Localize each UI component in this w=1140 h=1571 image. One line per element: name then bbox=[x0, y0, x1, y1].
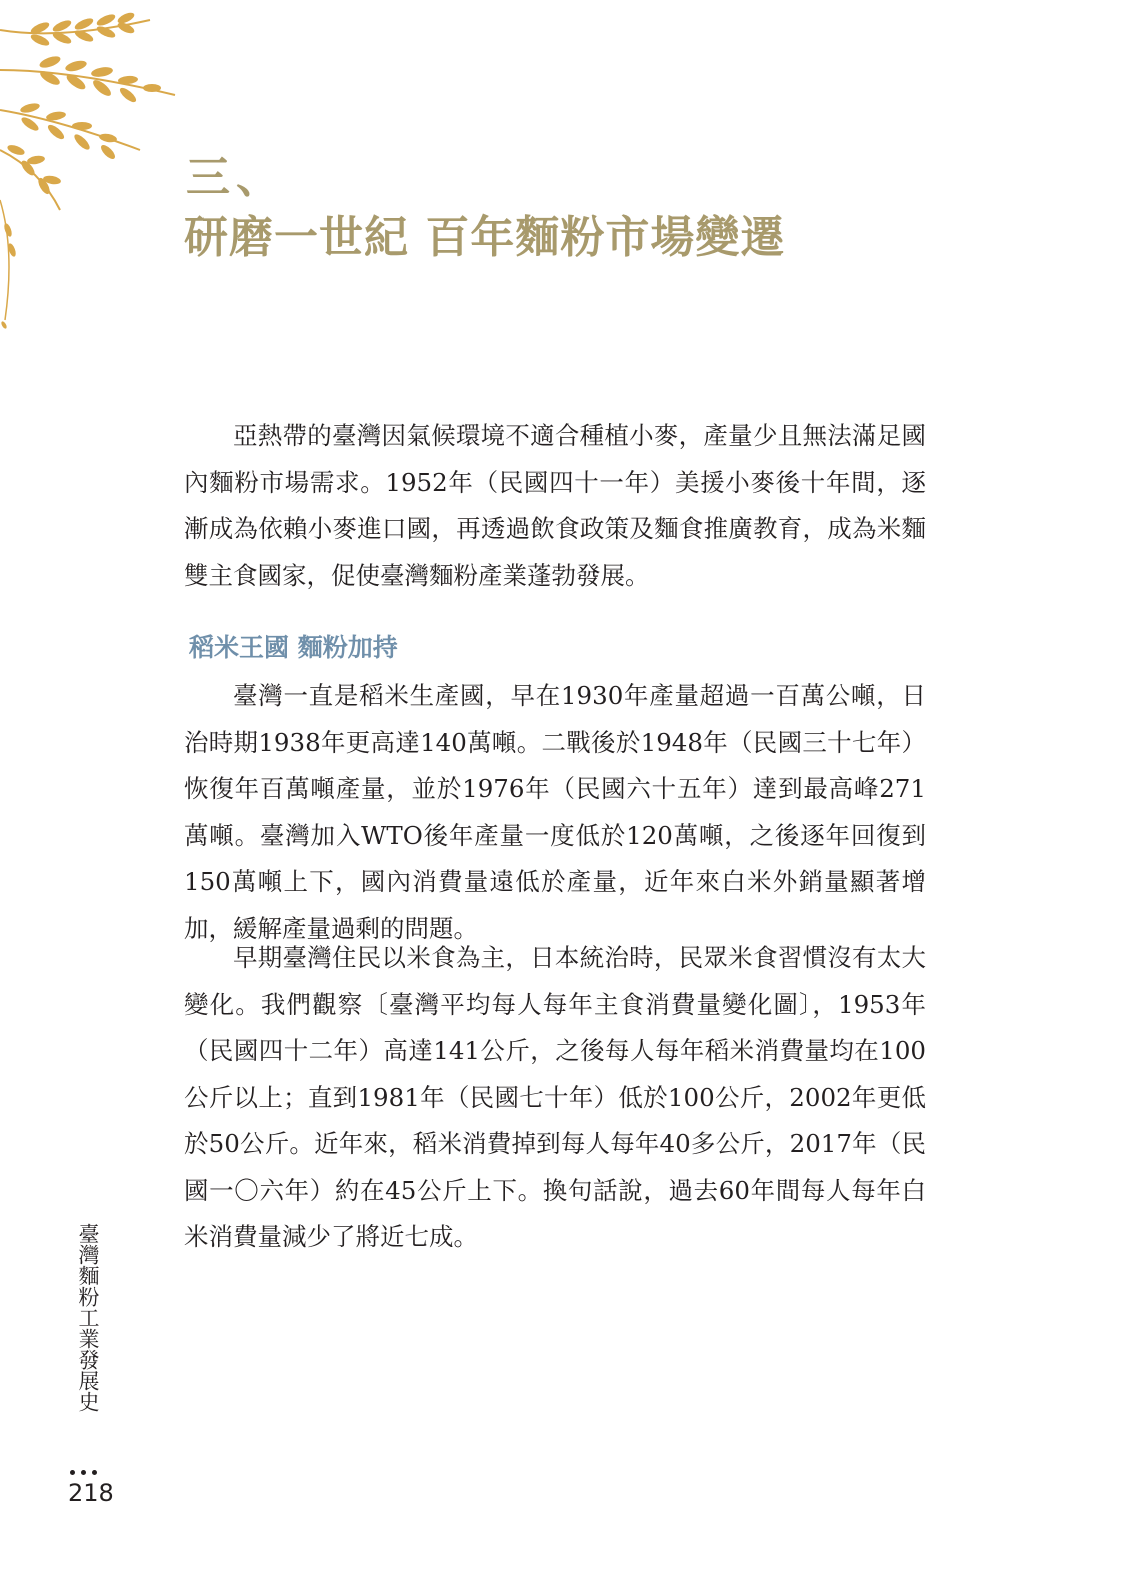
intro-paragraph: 亞熱帶的臺灣因氣候環境不適合種植小麥，產量少且無法滿足國內麵粉市場需求。1952年（民國四十一年）美援小麥後十年間，逐漸成為依賴小麥進口國，再透過飲食政策及麵食推廣教育，成為米麵雙主食國家，促使臺灣麵粉產業蓬勃發展。 bbox=[184, 421, 926, 590]
page-number: 218 bbox=[68, 1479, 114, 1507]
wheat-decoration-icon bbox=[0, 0, 190, 340]
chapter-number: 三、 bbox=[186, 152, 286, 203]
section-heading: 稻米王國 麵粉加持 bbox=[189, 633, 398, 662]
section-paragraph-1: 臺灣一直是稻米生產國，早在1930年產量超過一百萬公噸，日治時期1938年更高達140萬噸。二戰後於1948年（民國三十七年）恢復年百萬噸產量，並於1976年（民國六十五年）達到最高峰271萬噸。臺灣加入WTO後年產量一度低於120萬噸，之後逐年回復到150萬噸上下，國內消費量遠低於產量，近年來白米外銷量顯著增加，緩解產量過剩的問題。 bbox=[184, 681, 926, 943]
section-paragraph-2: 早期臺灣住民以米食為主，日本統治時，民眾米食習慣沒有太大變化。我們觀察〔臺灣平均每人每年主食消費量變化圖〕，1953年（民國四十二年）高達141公斤，之後每人每年稻米消費量均在100公斤以上；直到1981年（民國七十年）低於100公斤，2002年更低於50公斤。近年來，稻米消費掉到每人每年40多公斤，2017年（民國一〇六年）約在45公斤上下。換句話說，過去60年間每人每年白米消費量減少了將近七成。 bbox=[184, 943, 926, 1251]
chapter-title: 研磨一世紀 百年麵粉市場變遷 bbox=[184, 212, 786, 263]
page-number-dots-icon bbox=[70, 1470, 97, 1475]
running-book-title: 臺灣麵粉工業發展史 bbox=[76, 1223, 100, 1412]
